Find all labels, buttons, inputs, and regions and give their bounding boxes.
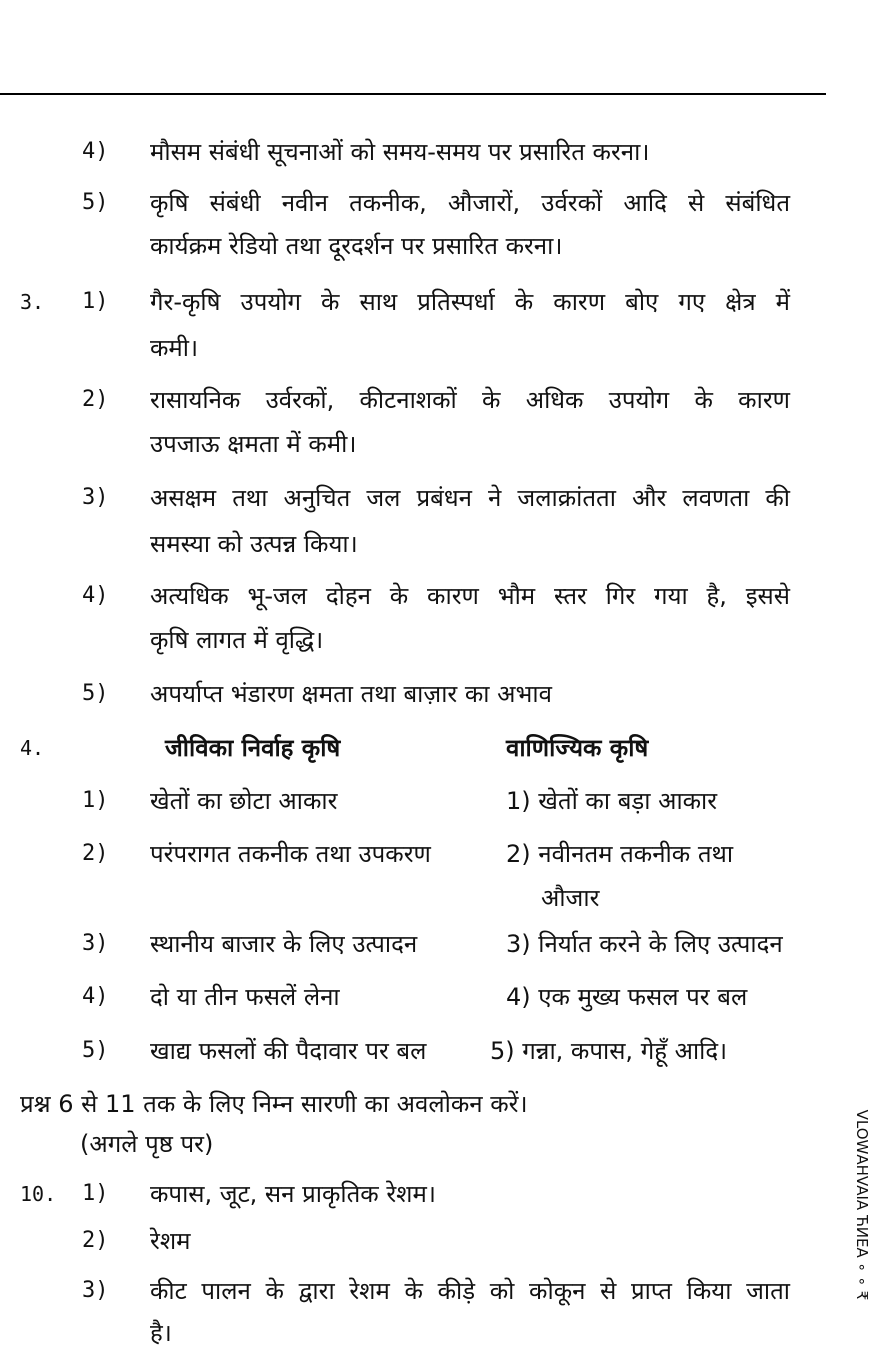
answer-line: कार्यक्रम रेडियो तथा दूरदर्शन पर प्रसारित करना। [150,232,563,260]
comparison-right-cell: 1) खेतों का बड़ा आकार [506,787,718,815]
item-number: 5) [82,681,109,706]
comparison-left-cell: परंपरागत तकनीक तथा उपकरण [150,840,431,868]
section-number: 3. [20,290,45,314]
comparison-right-cell: 4) एक मुख्य फसल पर बल [506,983,748,1011]
answer-line: कमी। [150,334,199,362]
comparison-right-cell: औजार [541,884,600,912]
answer-line: कृषि लागत में वृद्धि। [150,626,324,654]
answer-line: रासायनिक उर्वरकों, कीटनाशकों के अधिक उपयोग के कारण [150,386,790,414]
answer-line: समस्या को उत्पन्न किया। [150,530,358,558]
comparison-left-cell: खेतों का छोटा आकार [150,787,338,815]
item-number: 1) [82,788,109,813]
margin-watermark-text: VLOWΑΗVAIA ЋИЕΑ ∘ ∘ ₹ [853,1109,871,1301]
answer-line: असक्षम तथा अनुचित जल प्रबंधन ने जलाक्रांतता और लवणता की [150,484,790,512]
answer-line: रेशम [150,1227,191,1255]
item-number: 5) [82,1038,109,1063]
comparison-left-cell: खाद्य फसलों की पैदावार पर बल [150,1037,427,1065]
comparison-right-cell: 2) नवीनतम तकनीक तथा [506,840,734,868]
comparison-right-cell: 3) निर्यात करने के लिए उत्पादन [506,930,783,958]
item-number: 4) [82,984,109,1009]
item-number: 1) [82,1181,109,1206]
comparison-right-cell: 5) गन्ना, कपास, गेहूँ आदि। [490,1037,728,1065]
answer-line: उपजाऊ क्षमता में कमी। [150,430,357,458]
item-number: 4) [82,139,109,164]
answer-line: गैर-कृषि उपयोग के साथ प्रतिस्पर्धा के कारण बोए गए क्षेत्र में [150,288,790,316]
section-number: 10. [20,1182,57,1206]
answer-line: कपास, जूट, सन प्राकृतिक रेशम। [150,1180,436,1208]
item-number: 3) [82,1278,109,1303]
item-number: 3) [82,931,109,956]
item-number: 2) [82,387,109,412]
column-heading-right: वाणिज्यिक कृषि [506,734,649,762]
answer-line: मौसम संबंधी सूचनाओं को समय-समय पर प्रसारित करना। [150,138,650,166]
comparison-left-cell: दो या तीन फसलें लेना [150,983,340,1011]
answer-line: कृषि संबंधी नवीन तकनीक, औजारों, उर्वरकों आदि से संबंधित [150,189,790,217]
answer-line: अत्यधिक भू-जल दोहन के कारण भौम स्तर गिर गया है, इससे [150,582,790,610]
item-number: 4) [82,583,109,608]
answer-line: कीट पालन के द्वारा रेशम के कीड़े को कोकून से प्राप्त किया जाता [150,1277,790,1305]
item-number: 2) [82,1228,109,1253]
column-heading-left: जीविका निर्वाह कृषि [165,734,341,762]
answer-line: अपर्याप्त भंडारण क्षमता तथा बाज़ार का अभाव [150,680,552,708]
item-number: 2) [82,841,109,866]
section-number: 4. [20,736,45,760]
comparison-left-cell: स्थानीय बाजार के लिए उत्पादन [150,930,418,958]
item-number: 1) [82,289,109,314]
note-line: (अगले पृष्ठ पर) [80,1130,214,1158]
top-rule [0,93,826,95]
answer-line: है। [150,1319,172,1347]
item-number: 3) [82,485,109,510]
note-line: प्रश्न 6 से 11 तक के लिए निम्न सारणी का अवलोकन करें। [20,1090,528,1118]
item-number: 5) [82,190,109,215]
